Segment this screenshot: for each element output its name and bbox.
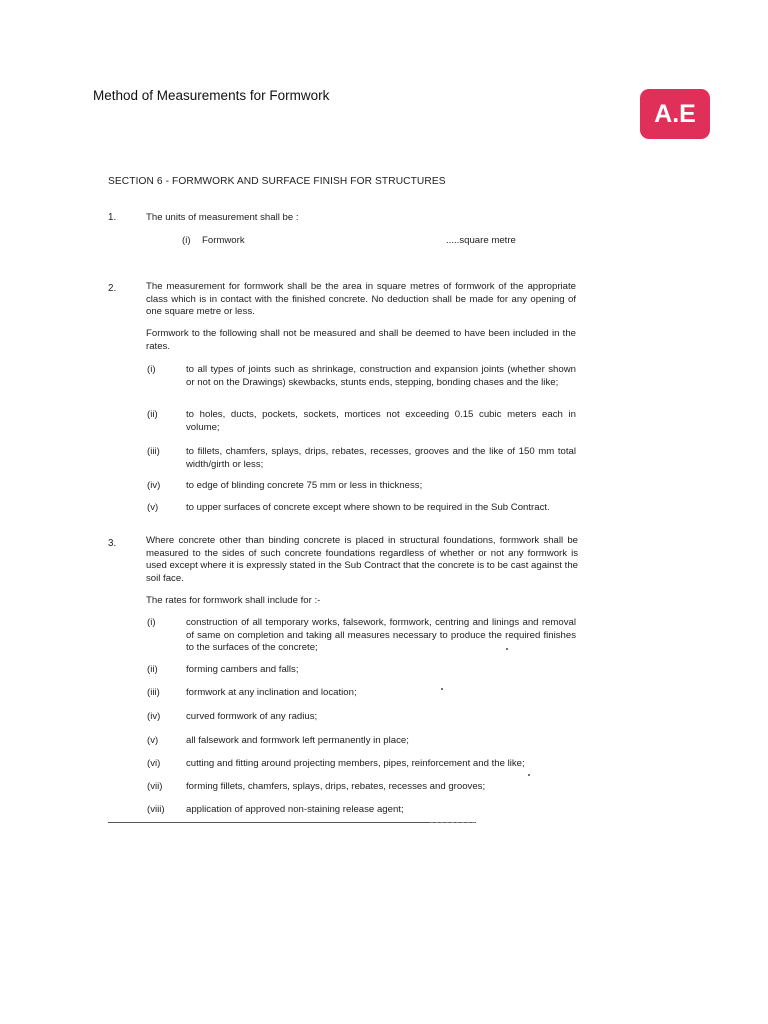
clause-2-item-roman: (ii) [147,409,158,420]
unit-value: .....square metre [446,235,516,246]
clause-2-number: 2. [108,283,117,294]
clause-3-item-text: application of approved non-staining release agent; [186,804,404,815]
clause-3-item-text: all falsework and formwork left permanently in place; [186,735,409,746]
clause-3-item-roman: (vii) [147,781,163,792]
page-title: Method of Measurements for Formwork [93,88,330,103]
clause-3-item-roman: (ii) [147,664,158,675]
clause-2-item-roman: (iii) [147,446,160,457]
clause-3-item-text: formwork at any inclination and location; [186,687,357,698]
clause-2-item-text: to fillets, chamfers, splays, drips, rebates, recesses, grooves and the like of 150 mm total width/girth or less; [186,446,576,470]
bottom-rule-dashed [430,822,475,823]
clause-2-item-text: to holes, ducts, pockets, sockets, mortices not exceeding 0.15 cubic meters each in volume; [186,409,576,433]
clause-2-item-text: to all types of joints such as shrinkage, construction and expansion joints (whether shown or not on the Drawings) skewbacks, stunts ends, stepping, bonding chases and the like; [186,364,576,388]
clause-3-item-roman: (viii) [147,804,165,815]
clause-2-item-roman: (iv) [147,480,161,491]
clause-2-item-roman: (v) [147,502,159,513]
clause-3-item-roman: (iii) [147,687,160,698]
clause-3-text2: The rates for formwork shall include for :- [146,595,321,606]
clause-2-item-text: to upper surfaces of concrete except where shown to be required in the Sub Contract. [186,502,550,513]
section-title: SECTION 6 - FORMWORK AND SURFACE FINISH FOR STRUCTURES [108,176,446,187]
clause-3-number: 3. [108,538,117,549]
clause-3-item-roman: (i) [147,617,156,628]
unit-roman: (i) [182,235,191,246]
clause-3-item-roman: (v) [147,735,159,746]
clause-2-item-text: to edge of blinding concrete 75 mm or less in thickness; [186,480,423,491]
clause-3-item-text: cutting and fitting around projecting members, pipes, reinforcement and the like; [186,758,525,769]
clause-3-item-text: curved formwork of any radius; [186,711,318,722]
ae-logo: A.E [640,89,710,139]
bottom-rule [108,822,476,823]
clause-3-item-roman: (vi) [147,758,161,769]
clause-3-item-text: forming fillets, chamfers, splays, drips, rebates, recesses and grooves; [186,781,486,792]
unit-name: Formwork [202,235,245,246]
clause-3-text: Where concrete other than binding concrete is placed in structural foundations, formwork shall be measured to the sides of such concrete foundations regardless of whether or not any formwork is used except where it is expressly stated in the Sub Contract that the concrete is to be cast against the soil face. [146,535,578,584]
clause-3-item-text: construction of all temporary works, falsework, formwork, centring and linings and removal of same on completion and taking all measures necessary to produce the required finishes to the surfaces of the concrete; [186,617,576,653]
clause-2-text2: Formwork to the following shall not be measured and shall be deemed to have been included in the rates. [146,328,576,352]
clause-1-number: 1. [108,212,117,223]
scan-speck [506,648,508,650]
clause-2-text: The measurement for formwork shall be the area in square metres of formwork of the appropriate class which is in contact with the finished concrete. No deduction shall be made for any opening of one square metre or less. [146,281,576,317]
clause-3-item-text: forming cambers and falls; [186,664,299,675]
scan-speck [441,688,443,690]
clause-3-item-roman: (iv) [147,711,161,722]
clause-1-text: The units of measurement shall be : [146,212,299,223]
clause-2-item-roman: (i) [147,364,156,375]
scan-speck [528,774,530,776]
